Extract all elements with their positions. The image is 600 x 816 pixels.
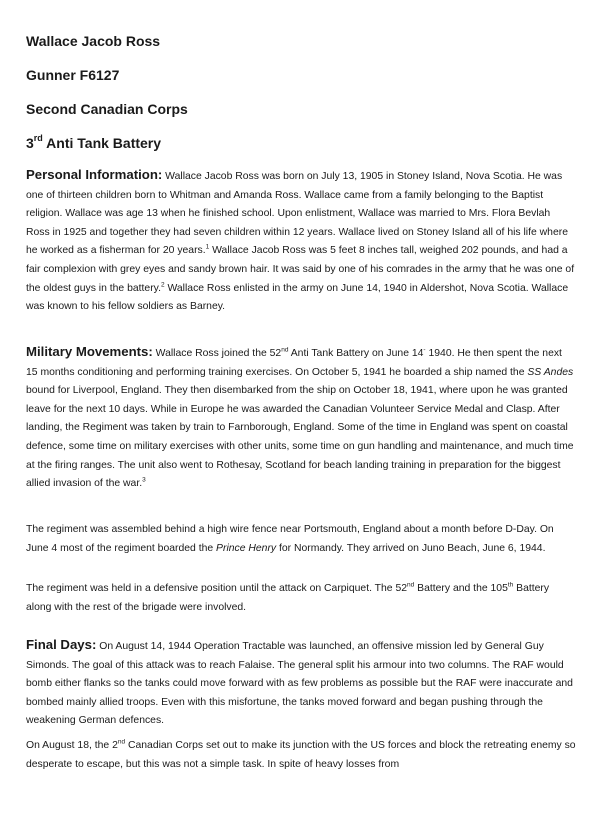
battery-ordinal: rd [33, 133, 43, 144]
august-18-paragraph [26, 737, 576, 774]
footnote-3: 3 [142, 476, 146, 484]
military-sup-a: nd [281, 346, 289, 354]
military-sup-b: - [423, 346, 426, 354]
military-movements-title: Military Movements: [26, 344, 153, 359]
military-text-d: bound for Liverpool, England. They then disembarked from the ship on October 18, 1941, where upon he was granted leave for the next 10 days. While in Europe he was awarded the Canadian Volunteer Service Medal and Clasp. After landing, the Regiment was taken by train to Farnborough, England. Some of the time in England was spent on coastal defence, some time on military exercises with other units, some time on gun handling and maintenance, and much time at the firing ranges. The unit also went to Rothesay, Scotland for beach landing training in preparation for the biggest allied invasion of the war. [26, 385, 574, 490]
aug18-sup: nd [117, 738, 126, 746]
battery-number: 3 [26, 135, 34, 151]
military-text-a: Wallace Ross joined the 52 [152, 348, 282, 359]
corps-heading: Second Canadian Corps [26, 101, 188, 117]
defensive-text-b: Battery and the 105 [414, 583, 508, 594]
personal-text-b: Wallace Jacob Ross was 5 feet 8 inches tall, weighed 202 pounds, and had a fair complexion with grey eyes and sandy brown hair. It was said by one of his comrades in the army that he was one of the oldest guys in the battery. [26, 245, 575, 294]
soldier-name-heading: Wallace Jacob Ross [26, 33, 161, 49]
aug18-text-a: On August 18, the 2 [26, 740, 118, 751]
footnote-2: 2 [160, 281, 165, 289]
defensive-position-paragraph [26, 580, 576, 617]
personal-information-title: Personal Information: [26, 167, 163, 182]
final-days-text: On August 14, 1944 Operation Tractable was launched, an offensive mission led by General Guy Simonds. The goal of this attack was to reach Falaise. The general split his armour into two columns. The RAF would bomb either flanks so the tanks could move forward with as few problems as possible but the RAF were inaccurate and bombed mainly allied troops. Even with this misfortune, the tanks moved forward and began pushing through the weakening German defences. [26, 641, 573, 727]
ship-name-prince-henry: Prince Henry [216, 542, 277, 554]
regiment-assembly-paragraph [26, 521, 576, 558]
personal-text-a: Wallace Jacob Ross was born on July 13, 1905 in Stoney Island, Nova Scotia. He was one of thirteen children born to Whitman and Amanda Ross. Wallace came from a family belonging to the Baptist religion. Wallace was age 13 when he finished school. Upon enlistment, Wallace was married to Mrs. Flora Bevlah Ross in 1925 and together they had seven children within 12 years. Wallace lived on Stoney Island all of his life where he worked as a fisherman for 20 years. [26, 171, 568, 257]
battery-name: Anti Tank Battery [42, 135, 162, 151]
regiment-text-a: The regiment was assembled behind a high wire fence near Portsmouth, England about a month before D-Day. On June 4 most of the regiment boarded the [26, 524, 554, 554]
military-text-b: Anti Tank Battery on June 14 [288, 348, 424, 359]
ship-name-andes: SS Andes [527, 366, 574, 378]
final-days-title: Final Days: [26, 637, 97, 652]
defensive-text-a: The regiment was held in a defensive position until the attack on Carpiquet. The 52 [26, 583, 408, 594]
footnote-1: 1 [205, 243, 210, 251]
battery-heading [26, 134, 161, 152]
military-movements-paragraph [26, 343, 576, 494]
personal-information-paragraph [26, 166, 576, 317]
final-days-paragraph [26, 636, 576, 731]
defensive-sup-b: th [507, 581, 514, 589]
military-text-c: 1940. He then spent the next 15 months conditioning and performing training exercises. On October 5, 1941 he boarded a ship named the [26, 348, 562, 378]
rank-heading: Gunner F6127 [26, 67, 120, 83]
personal-text-c: Wallace Ross enlisted in the army on June 14, 1940 in Aldershot, Nova Scotia. Wallace was known to his fellow soldiers as Barney. [26, 282, 569, 313]
regiment-text-b: for Normandy. They arrived on Juno Beach, June 6, 1944. [276, 542, 546, 554]
defensive-text-c: Battery along with the rest of the brigade were involved. [26, 583, 550, 613]
aug18-text-b: Canadian Corps set out to make its junction with the US forces and block the retreating enemy so desperate to escape, but this was not a simple task. In spite of heavy losses from [26, 740, 576, 770]
defensive-sup-a: nd [407, 581, 415, 589]
